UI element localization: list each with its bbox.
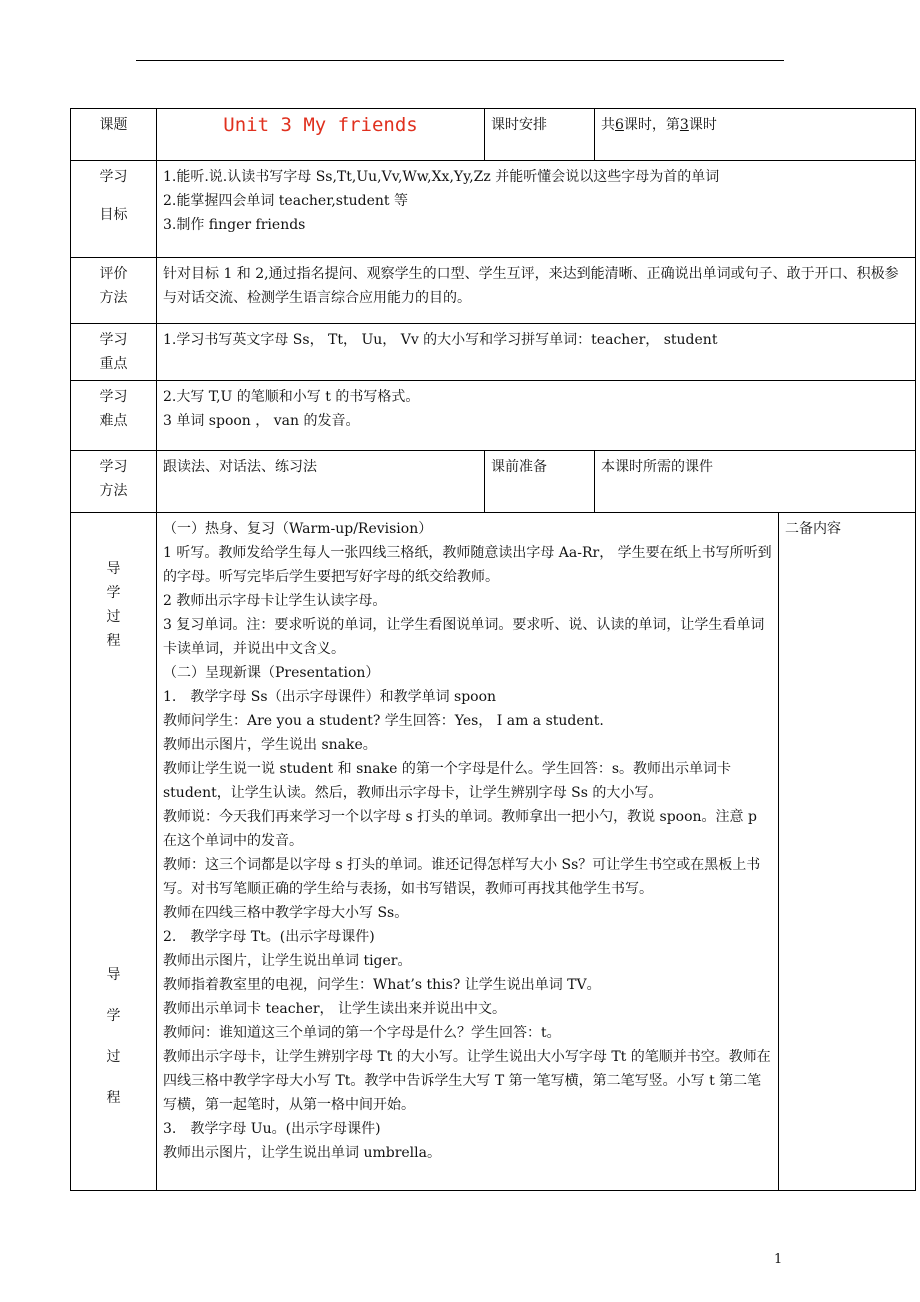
schedule-mid: 课时，第 [623,117,680,133]
goals-label: 学习 目标 [71,161,157,258]
schedule-suffix: 课时 [688,117,717,133]
process-line: 教师出示图片，让学生说出单词 tiger。 [163,953,412,969]
schedule-value [595,109,916,161]
process-line: 1 听写。教师发给学生每人一张四线三格纸，教师随意读出字母 Aa-Rr， 学生要在纸上书写所听到的字母。听写完毕后学生要把写好字母的纸交给教师。 [163,545,772,585]
process-line: 教师问：谁知道这三个单词的第一个字母是什么？学生回答：t。 [163,1025,561,1041]
difficulties-content [157,381,916,451]
total-periods: 6 [615,117,624,133]
revision-notes-label: 二备内容 [779,513,916,1191]
goal-item: 2.能掌握四会单词 teacher,student 等 [163,193,408,209]
goal-item: 3.制作 finger friends [163,217,306,233]
process-line: 1. 教学字母 Ss（出示字母课件）和教学单词 spoon [163,689,497,705]
lesson-title: Unit 3 My friends [157,109,485,161]
process-line: 教师指着教室里的电视，问学生：What’s this? 让学生说出单词 TV。 [163,977,601,993]
difficulty-item: 3 单词 spoon ， van 的发音。 [163,413,360,429]
schedule-prefix: 共 [601,117,615,133]
key-points-label: 学习 重点 [71,324,157,381]
methods-content: 跟读法、对话法、练习法 [157,451,485,513]
evaluation-label: 评价 方法 [71,258,157,324]
prep-content: 本课时所需的课件 [595,451,916,513]
process-line: （一）热身、复习（Warm-up/Revision） [163,521,433,537]
lesson-label: 课题 [71,109,157,161]
goal-item: 1.能听.说.认读书写字母 Ss,Tt,Uu,Vv,Ww,Xx,Yy,Zz 并能听懂会说以这些字母为首的单词 [163,169,720,185]
process-label: 导 学 过 程 导 学 过 程 [71,513,157,1191]
page-number: 1 [774,1252,783,1267]
process-line: 3. 教学字母 Uu。(出示字母课件) [163,1121,381,1137]
difficulty-item: 2.大写 T,U 的笔顺和小写 t 的书写格式。 [163,389,420,405]
methods-label: 学习 方法 [71,451,157,513]
process-content [157,513,779,1191]
process-line: 教师说：今天我们再来学习一个以字母 s 打头的单词。教师拿出一把小勺，教说 spoon。注意 p 在这个单词中的发音。 [163,809,757,849]
key-points-content: 1.学习书写英文字母 Ss， Tt， Uu， Vv 的大小写和学习拼写单词：teacher， student [157,324,916,381]
header-rule [136,60,784,61]
process-line: 教师在四线三格中教学字母大小写 Ss。 [163,905,409,921]
process-line: 2. 教学字母 Tt。(出示字母课件) [163,929,375,945]
evaluation-content: 针对目标 1 和 2,通过指名提问、观察学生的口型、学生互评，来达到能清晰、正确说出单词或句子、敢于开口、积极参与对话交流、检测学生语言综合应用能力的目的。 [157,258,916,324]
prep-label: 课前准备 [485,451,595,513]
process-line: 教师让学生说一说 student 和 snake 的第一个字母是什么。学生回答：s。教师出示单词卡 student，让学生认读。然后，教师出示字母卡，让学生辨别字母 Ss 的大小写。 [163,761,732,801]
process-line: 教师出示图片，让学生说出单词 umbrella。 [163,1145,441,1161]
lesson-plan-table [70,108,916,1191]
goals-content [157,161,916,258]
current-period: 3 [679,117,689,133]
process-line: 教师问学生：Are you a student? 学生回答：Yes， I am a student. [163,713,604,729]
process-line: 教师出示图片，学生说出 snake。 [163,737,377,753]
process-line: 教师出示字母卡，让学生辨别字母 Tt 的大小写。让学生说出大小写字母 Tt 的笔顺并书空。教师在四线三格中教学字母大小写 Tt。教学中告诉学生大写 T 第一笔写横，第二笔写竖。小写 t 第二笔写横，第一起笔时，从第一格中间开始。 [163,1049,771,1113]
process-line: 教师：这三个词都是以字母 s 打头的单词。谁还记得怎样写大小 Ss？可让学生书空或在黑板上书写。对书写笔顺正确的学生给与表扬，如书写错误，教师可再找其他学生书写。 [163,857,761,897]
process-line: （二）呈现新课（Presentation） [163,665,380,681]
process-line: 3 复习单词。注：要求听说的单词，让学生看图说单词。要求听、说、认读的单词，让学生看单词卡读单词，并说出中文含义。 [163,617,765,657]
process-line: 2 教师出示字母卡让学生认读字母。 [163,593,387,609]
difficulties-label: 学习 难点 [71,381,157,451]
schedule-label: 课时安排 [485,109,595,161]
process-line: 教师出示单词卡 teacher， 让学生读出来并说出中文。 [163,1001,506,1017]
